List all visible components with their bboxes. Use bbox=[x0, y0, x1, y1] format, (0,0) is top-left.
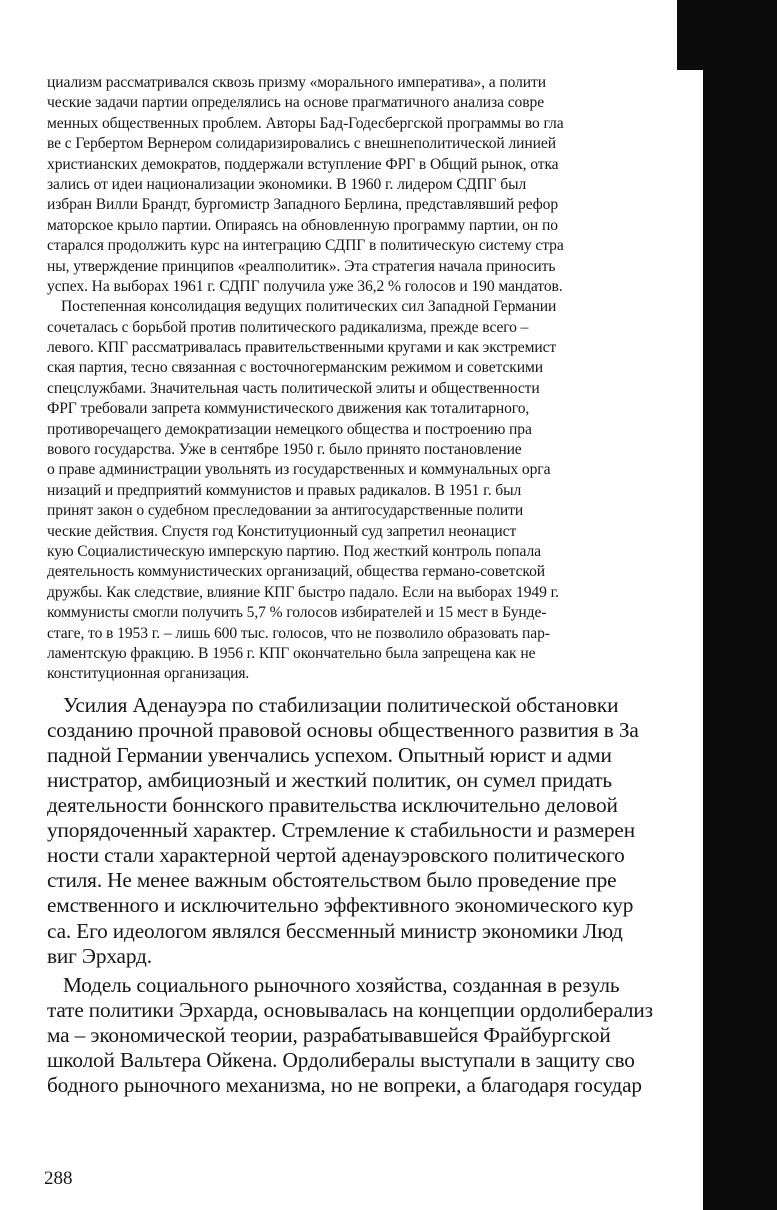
text-line: деятельности боннского правительства исключительно деловой bbox=[47, 793, 618, 818]
text-line: циализм рассматривался сквозь призму «морального императива», а полити bbox=[47, 74, 546, 91]
text-line: зались от идеи национализации экономики. В 1960 г. лидером СДПГ был bbox=[47, 175, 527, 193]
text-line: созданию прочной правовой основы общественного развития в За bbox=[47, 717, 639, 742]
text-line: сочеталась с борьбой против политического радикализма, прежде всего – bbox=[47, 318, 529, 336]
text-line: са. Его идеологом являлся бессменный министр экономики Люд bbox=[47, 918, 623, 943]
text-line: емственного и исключительно эффективного экономического кур bbox=[47, 893, 634, 918]
text-line: бодного рыночного механизма, но не вопреки, а благодаря государ bbox=[47, 1073, 642, 1098]
text-line: левого. КПГ рассматривалась правительственными кругами и как экстремист bbox=[47, 339, 557, 357]
paragraph-4 bbox=[47, 973, 702, 1098]
text-line: избран Вилли Брандт, бургомистр Западного Берлина, представлявший рефор bbox=[47, 196, 559, 214]
text-line: ны, утверждение принципов «реалполитик». Эта стратегия начала приносить bbox=[47, 257, 556, 275]
text-line: спецслужбами. Значительная часть политической элиты и общественности bbox=[47, 379, 540, 397]
paragraph-1 bbox=[47, 73, 702, 297]
text-line: ности стали характерной чертой аденауэровского политического bbox=[47, 843, 625, 868]
text-line: упорядоченный характер. Стремление к стабильности и размерен bbox=[47, 818, 635, 843]
text-line: противоречащего демократизации немецкого общества и построению пра bbox=[47, 420, 532, 438]
text-line: деятельность коммунистических организаций, общества германо-советской bbox=[47, 563, 546, 581]
text-line: падной Германии увенчались успехом. Опытный юрист и адми bbox=[47, 742, 612, 767]
text-line: ве с Гербертом Вернером солидаризировались с внешнеполитической линией bbox=[47, 135, 556, 153]
text-line: нистратор, амбициозный и жесткий политик, он сумел придать bbox=[47, 768, 612, 792]
text-line: низаций и предприятий коммунистов и правых радикалов. В 1951 г. был bbox=[47, 481, 522, 499]
text-line: ческие действия. Спустя год Конституционный суд запретил неонацист bbox=[47, 522, 517, 540]
page-text bbox=[47, 73, 702, 1098]
text-line: Постепенная консолидация ведущих политических сил Западной Германии bbox=[61, 298, 557, 316]
text-line: виг Эрхард. bbox=[47, 943, 152, 968]
text-line: о праве администрации увольнять из государственных и коммунальных орга bbox=[47, 461, 551, 479]
text-line: старался продолжить курс на интеграцию СДПГ в политическую систему стра bbox=[47, 237, 564, 255]
page-number: 288 bbox=[44, 1168, 73, 1189]
text-line: тате политики Эрхарда, основывалась на концепции ордолиберализ bbox=[47, 997, 653, 1022]
text-line: стиля. Не менее важным обстоятельством было проведение пре bbox=[47, 868, 617, 893]
text-line: успех. На выборах 1961 г. СДПГ получила уже 36,2 % голосов и 190 мандатов. bbox=[47, 277, 563, 295]
text-line: ма – экономической теории, разрабатывавшейся Фрайбургской bbox=[47, 1022, 611, 1047]
text-line: Модель социального рыночного хозяйства, созданная в резуль bbox=[63, 972, 620, 997]
scan-shadow-right bbox=[703, 0, 777, 1210]
text-line: школой Вальтера Ойкена. Ордолибералы выступали в защиту сво bbox=[47, 1048, 635, 1073]
text-line: ская партия, тесно связанная с восточногерманским режимом и советскими bbox=[47, 359, 544, 377]
text-line: дружбы. Как следствие, влияние КПГ быстро падало. Если на выборах 1949 г. bbox=[47, 583, 559, 601]
text-line: принят закон о судебном преследовании за антигосударственные полити bbox=[47, 502, 524, 520]
text-line: христианских демократов, поддержали вступление ФРГ в Общий рынок, отка bbox=[47, 155, 559, 173]
text-line: менных общественных проблем. Авторы Бад-Годесбергской программы во гла bbox=[47, 114, 564, 132]
text-line: кую Социалистическую имперскую партию. Под жесткий контроль попала bbox=[47, 542, 541, 560]
paragraph-2 bbox=[47, 297, 702, 684]
text-line: ческие задачи партии определялись на основе прагматичного анализа совре bbox=[47, 94, 545, 112]
text-line: коммунисты смогли получить 5,7 % голосов избирателей и 15 мест в Бунде- bbox=[47, 604, 547, 622]
text-line: ламентскую фракцию. В 1956 г. КПГ окончательно была запрещена как не bbox=[47, 644, 536, 662]
text-line: Усилия Аденауэра по стабилизации политической обстановки bbox=[63, 692, 619, 717]
text-line: конституционная организация. bbox=[47, 665, 250, 683]
text-line: ФРГ требовали запрета коммунистического движения как тоталитарного, bbox=[47, 400, 530, 418]
paragraph-3 bbox=[47, 693, 702, 969]
text-line: вового государства. Уже в сентябре 1950 г. было принято постановление bbox=[47, 441, 522, 459]
text-line: маторское крыло партии. Опираясь на обновленную программу партии, он по bbox=[47, 216, 558, 234]
spacer bbox=[47, 685, 702, 693]
text-line: стаге, то в 1953 г. – лишь 600 тыс. голосов, что не позволило образовать пар- bbox=[47, 624, 550, 642]
